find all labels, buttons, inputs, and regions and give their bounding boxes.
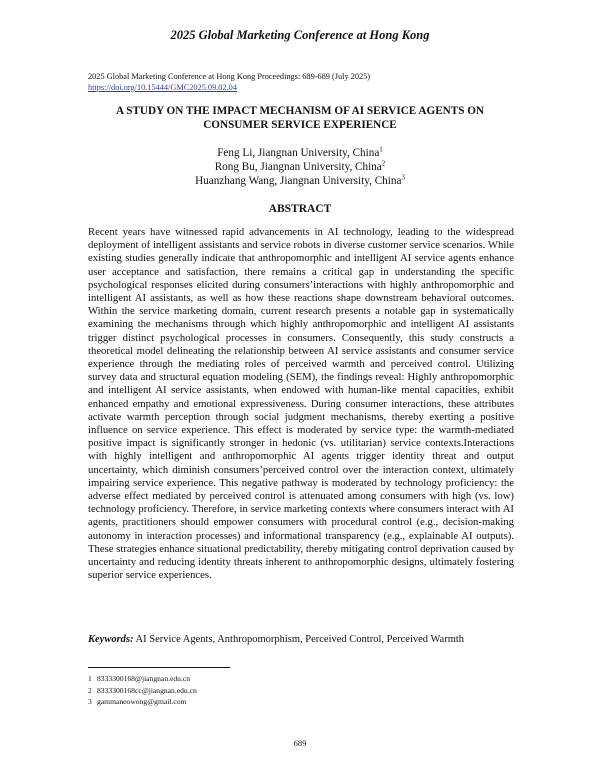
author-footnote-mark: 1 bbox=[379, 145, 383, 154]
footnote-number: 2 bbox=[88, 685, 92, 695]
author-footnote-mark: 2 bbox=[381, 159, 386, 168]
author-name: Feng Li, Jiangnan University, China bbox=[217, 147, 380, 159]
author-entry bbox=[0, 174, 600, 188]
proceedings-info bbox=[88, 71, 370, 93]
proceedings-citation: 2025 Global Marketing Conference at Hong Kong Proceedings: 689-689 (July 2025) bbox=[88, 72, 371, 81]
author-entry bbox=[0, 146, 600, 160]
footnote-item bbox=[88, 696, 197, 708]
footnote-number: 1 bbox=[88, 674, 92, 683]
footnote-divider bbox=[88, 667, 230, 668]
keywords-line bbox=[88, 634, 528, 645]
keywords-text: AI Service Agents, Anthropomorphism, Perceived Control, Perceived Warmth bbox=[135, 634, 465, 645]
author-footnote-mark: 3 bbox=[401, 173, 405, 182]
author-entry bbox=[0, 160, 600, 174]
footnote-email: 8333300168cc@jiangnan.edu.cn bbox=[97, 685, 197, 695]
doi-link[interactable]: https://doi.org/10.15444/GMC2025.09.02.04 bbox=[88, 83, 237, 92]
footnotes bbox=[88, 673, 197, 708]
abstract-body: Recent years have witnessed rapid advancements in AI technology, leading to the widespread deployment of intelligent assistants and service robots in diverse customer service scenarios. While existing studies generally indicate that anthropomorphic and intelligent AI service agents enhance user acceptance and satisfaction, there remains a critical gap in understanding the specific psychological responses elicited during consumers’interactions with highly anthropomorphic and intelligent AI assistants, as well as how these reactions shape downstream behavioral outcomes. Within the service marketing domain, current research presents a notable gap in systematically examining the mechanisms through which highly anthropomorphic and intelligent AI assistants trigger distinct psychological processes in consumers. Consequently, this study constructs a theoretical model delineating the relationship between AI service assistants and consumer service experience through the mediating roles of perceived warmth and perceived control. Utilizing survey data and structural equation modeling (SEM), the findings reveal: Highly anthropomorphic and intelligent AI service assistants, when endowed with human-like mental capacities, exhibit enhanced empathy and emotional expressiveness. During consumer interactions, these attributes activate warmth perception through social judgment mechanisms, thereby exerting a positive influence on service experience. This effect is moderated by service type: the warmth-mediated positive impact is significantly stronger in hedonic (vs. utilitarian) service contexts.Interactions with highly intelligent and anthropomorphic AI agents trigger identity threat and output uncertainty, which diminish consumers’perceived control over the interaction context, ultimately impairing service experience. This negative pathway is moderated by technology proficiency: the adverse effect mediated by perceived control is attenuated among consumers with high (vs. low) technology proficiency. Therefore, in service marketing contexts where consumers interact with AI agents, practitioners should empower consumers with procedural control (e.g., decision-making autonomy in interaction processes) and informational transparency (e.g., explainable AI outputs). These strategies enhance situational predictability, thereby mitigating control deprivation caused by uncertainty and reducing identity threats inherent to anthropomorphic designs, ultimately fostering superior service experiences. bbox=[88, 226, 514, 582]
abstract-heading: ABSTRACT bbox=[268, 203, 332, 215]
title-line: CONSUMER SERVICE EXPERIENCE bbox=[203, 119, 397, 131]
conference-header: 2025 Global Marketing Conference at Hong Kong bbox=[170, 28, 430, 42]
footnote-number: 3 bbox=[88, 697, 92, 706]
footnote-item bbox=[88, 685, 197, 697]
author-name: Rong Bu, Jiangnan University, China bbox=[214, 161, 382, 173]
footnote-email: gammaneowong@gmail.com bbox=[97, 697, 187, 706]
author-name: Huanzhang Wang, Jiangnan University, China bbox=[195, 175, 402, 187]
keywords-label: Keywords: bbox=[88, 634, 134, 645]
title-line: A STUDY ON THE IMPACT MECHANISM OF AI SERVICE AGENTS ON bbox=[115, 105, 485, 117]
footnote-email: 8333300168@jiangnan.edu.cn bbox=[97, 674, 191, 683]
author-list bbox=[0, 146, 600, 188]
paper-title bbox=[60, 104, 540, 132]
page-number: 689 bbox=[293, 738, 307, 748]
footnote-item bbox=[88, 673, 197, 685]
